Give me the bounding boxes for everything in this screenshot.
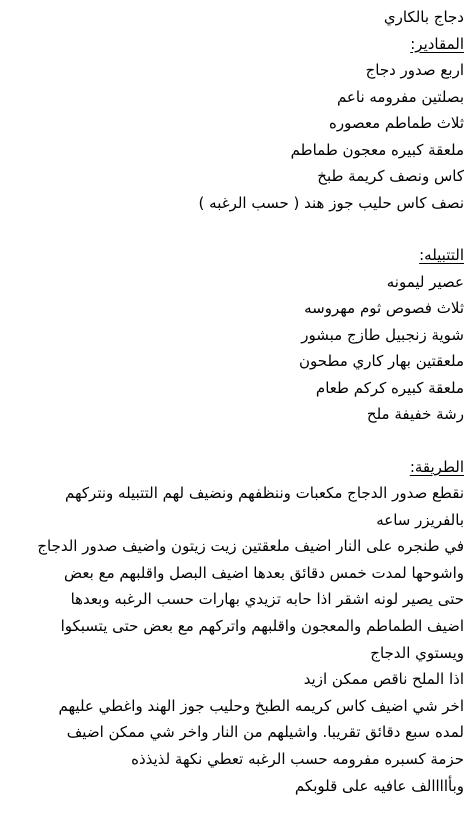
method-line: حتى يصير لونه اشقر اذا حابه تزيدي بهارات حسب الرغبه وبعدها <box>70 590 464 609</box>
ingredient-item: بصلتين مفرومه ناعم <box>336 87 464 106</box>
marinade-item: عصير ليمونه <box>386 272 464 291</box>
section-spacer <box>8 428 464 454</box>
method-line: لمده سبع دقائق تقريبا. واشيلهم من النار واخر شي ممكن اضيف <box>66 723 464 742</box>
ingredient-item: ملعقة كبيره معجون طماطم <box>290 140 464 159</box>
method-line: بالفريزر ساعه <box>376 510 464 529</box>
ingredient-item: نصف كاس حليب جوز هند ( حسب الرغبه ) <box>198 193 464 212</box>
method-line: اذا الملح ناقص ممكن ازيد <box>303 670 464 689</box>
ingredient-item: ثلاث طماطم معصوره <box>328 114 464 132</box>
section-spacer <box>8 216 464 242</box>
method-line: اضيف الطماطم والمعجون واقلبهم واتركهم مع بعض حتى يتسبكوا <box>60 617 464 636</box>
recipe-title: دجاج بالكاري <box>383 8 464 26</box>
method-line: اخر شي اضيف كاس كريمه الطبخ وحليب جوز الهند واغطي عليهم <box>58 696 464 715</box>
method-line: واشوحها لمدت خمس دقائق بعدها اضيف البصل واقلبهم مع بعض <box>64 563 464 582</box>
marinade-heading: التتبيله: <box>419 246 464 264</box>
method-line: في طنجره على النار اضيف ملعقتين زيت زيتون واضيف صدور الدجاج <box>37 537 464 556</box>
method-line: نقطع صدور الدجاج مكعبات وننظفهم ونضيف لهم التتبيله ونتركهم <box>65 484 464 503</box>
ingredient-item: اربع صدور دجاج <box>365 61 464 79</box>
marinade-item: ثلاث فصوص ثوم مهروسه <box>304 299 464 317</box>
marinade-item: رشة خفيفة ملح <box>366 405 464 423</box>
method-line: وبأاااالف عافيه على قلوبكم <box>294 776 464 795</box>
ingredients-heading: المقادير: <box>410 34 464 53</box>
method-heading: الطريقة: <box>409 457 464 476</box>
method-line: حزمة كسبره مفرومه حسب الرغبه تعطي نكهة لذيذذه <box>131 750 464 769</box>
marinade-item: ملعقتين بهار كاري مطحون <box>299 352 464 370</box>
method-line: ويستوي الدجاج <box>370 643 464 662</box>
method-section <box>8 454 464 800</box>
marinade-item: شوية زنجبيل طازج مبشور <box>301 325 464 344</box>
ingredient-item: كاس ونصف كريمة طبخ <box>317 167 464 185</box>
marinade-item: ملعقة كبيره كركم طعام <box>315 378 464 397</box>
